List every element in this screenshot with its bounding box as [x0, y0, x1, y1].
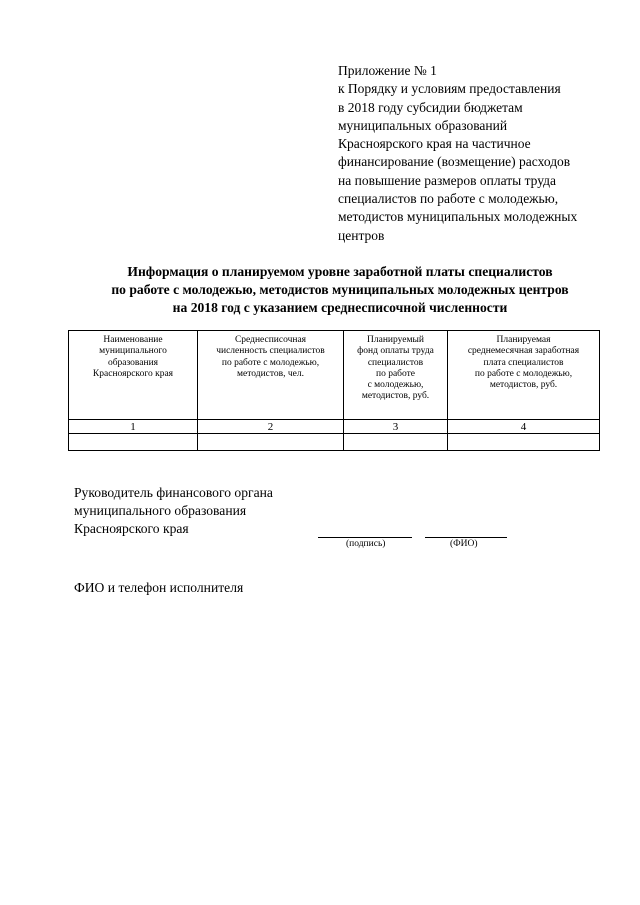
head-line: муниципального образования: [74, 503, 247, 519]
header-cell-municipality: Наименование муниципального образования Красноярского края: [69, 331, 198, 420]
head-of-finance-block: [74, 484, 374, 539]
table-cell: [198, 434, 344, 451]
header-cell-headcount: Среднесписочная численность специалистов по работе с молодежью, методистов, чел.: [198, 331, 344, 420]
table-cell: [69, 434, 198, 451]
appendix-line: в 2018 году субсидии бюджетам: [338, 99, 523, 115]
appendix-line: специалистов по работе с молодежью,: [338, 191, 559, 207]
name-caption: (ФИО): [450, 539, 478, 549]
appendix-line: на повышение размеров оплаты труда: [338, 172, 556, 188]
header-cell-payroll-fund: Планируемый фонд оплаты труда специалистов по работе с молодежью, методистов, руб.: [344, 331, 448, 420]
column-number-row: [69, 420, 600, 434]
appendix-line: центров: [338, 227, 385, 243]
head-line: Руководитель финансового органа: [74, 485, 273, 500]
column-number: 4: [448, 420, 600, 434]
signature-line: [318, 537, 412, 538]
appendix-line: Красноярского края на частичное: [338, 136, 531, 152]
column-number: 3: [344, 420, 448, 434]
signature-caption: (подпись): [346, 539, 386, 549]
appendix-line: к Порядку и условиям предоставления: [338, 81, 561, 97]
appendix-line: финансирование (возмещение) расходов: [338, 154, 571, 170]
appendix-note: [338, 62, 634, 245]
executor-contact: ФИО и телефон исполнителя: [74, 580, 244, 595]
title-line: на 2018 год с указанием среднесписочной численности: [172, 300, 508, 316]
table-cell: [448, 434, 600, 451]
table-row: [69, 434, 600, 451]
title-line: Информация о планируемом уровне заработной платы специалистов: [127, 264, 553, 279]
table-header-row: [69, 331, 600, 420]
header-cell-monthly-salary: Планируемая среднемесячная заработная плата специалистов по работе с молодежью, методистов, руб.: [448, 331, 600, 420]
title-line: по работе с молодежью, методистов муниципальных молодежных центров: [111, 282, 569, 298]
document-title: [40, 263, 640, 318]
appendix-line: методистов муниципальных молодежных: [338, 209, 578, 225]
appendix-line: муниципальных образований: [338, 117, 508, 133]
name-line: [425, 537, 507, 538]
column-number: 1: [69, 420, 198, 434]
appendix-line: Приложение № 1: [338, 63, 437, 78]
salary-table: [68, 330, 600, 451]
column-number: 2: [198, 420, 344, 434]
table-cell: [344, 434, 448, 451]
head-line: Красноярского края: [74, 521, 189, 537]
